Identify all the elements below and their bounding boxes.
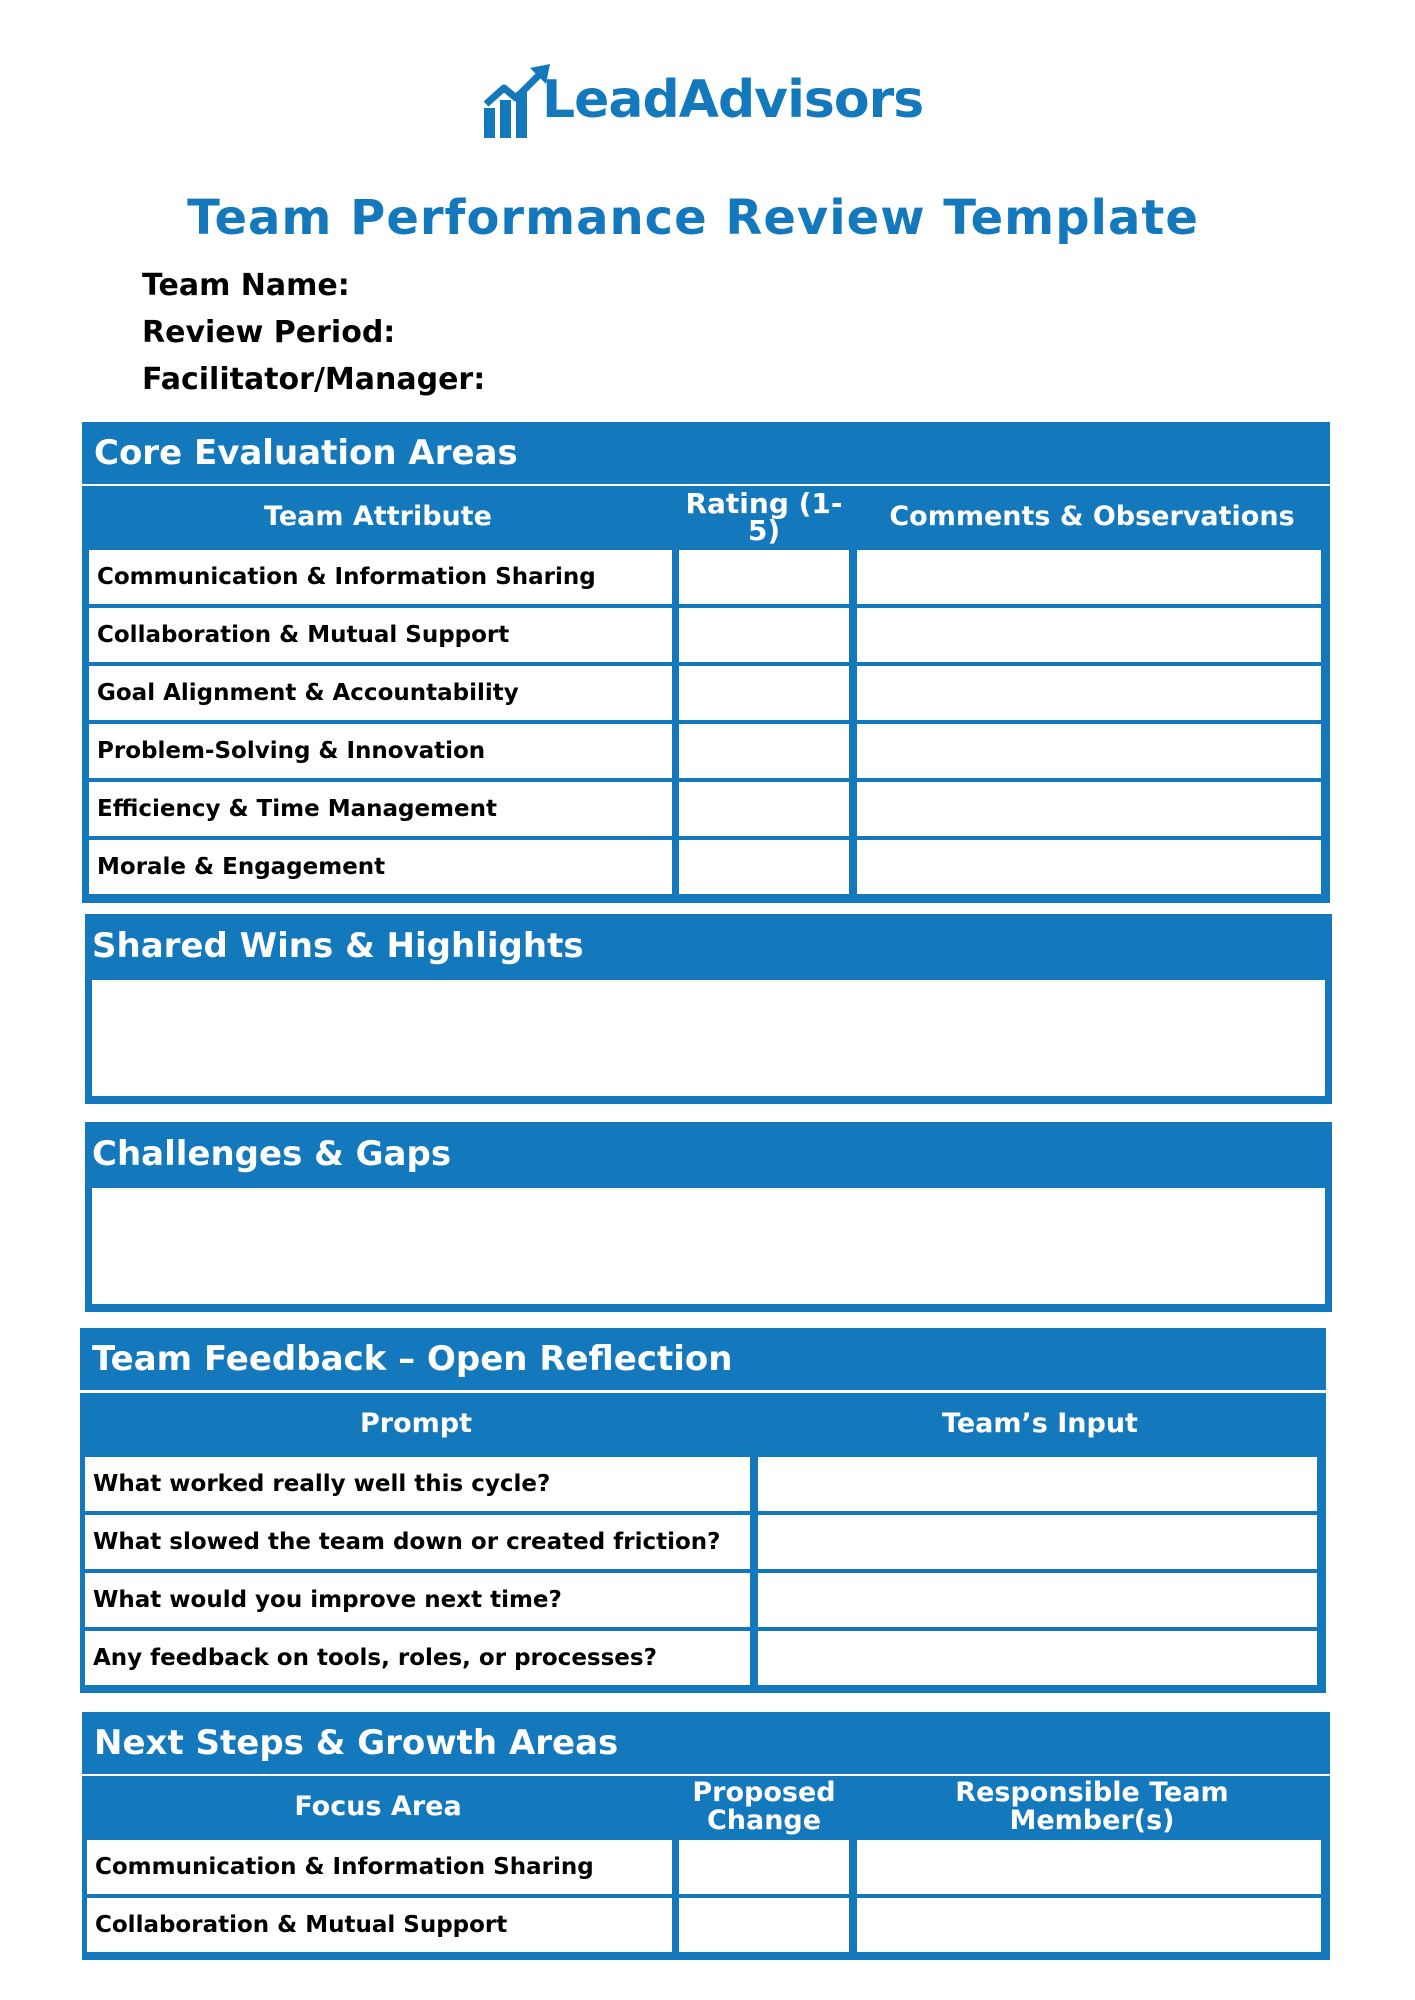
shared-wins-textarea[interactable] [92, 980, 1325, 1096]
rating-cell[interactable] [679, 782, 849, 836]
feedback-section-title: Team Feedback – Open Reflection [92, 1339, 733, 1379]
table-row-label: Collaboration & Mutual Support [89, 608, 672, 662]
challenges-textarea[interactable] [92, 1188, 1325, 1304]
input-cell[interactable] [758, 1573, 1317, 1627]
table-row-label: Collaboration & Mutual Support [87, 1898, 672, 1952]
comment-cell[interactable] [857, 782, 1321, 836]
team-name-label: Team Name: [142, 268, 350, 303]
feedback-table [80, 1393, 1326, 1693]
table-row-label: Communication & Information Sharing [87, 1840, 672, 1894]
header-team-input: Team’s Input [942, 1408, 1138, 1439]
table-row-label: What slowed the team down or created friction? [85, 1515, 750, 1569]
header-prompt: Prompt [359, 1408, 473, 1439]
table-row-label: Morale & Engagement [89, 840, 672, 894]
table-row-label: Communication & Information Sharing [89, 550, 672, 604]
table-row-label: Goal Alignment & Accountability [89, 666, 672, 720]
table-row-label: What worked really well this cycle? [85, 1457, 750, 1511]
comment-cell[interactable] [857, 724, 1321, 778]
feedback-section-header [80, 1328, 1326, 1390]
core-section-title: Core Evaluation Areas [94, 433, 518, 473]
core-section-header [82, 422, 1330, 484]
table-row-label: What would you improve next time? [85, 1573, 750, 1627]
rating-cell[interactable] [679, 608, 849, 662]
next-steps-table [82, 1776, 1330, 1960]
proposed-change-cell[interactable] [679, 1898, 849, 1952]
review-period-label: Review Period: [142, 315, 396, 350]
next-steps-section-header [82, 1712, 1330, 1774]
shared-wins-title: Shared Wins & Highlights [92, 926, 584, 966]
proposed-change-cell[interactable] [679, 1840, 849, 1894]
comment-cell[interactable] [857, 550, 1321, 604]
rating-cell[interactable] [679, 550, 849, 604]
core-evaluation-table [82, 486, 1330, 903]
header-comments: Comments & Observations [889, 501, 1295, 532]
header-focus-area: Focus Area [294, 1791, 462, 1822]
rating-cell[interactable] [679, 840, 849, 894]
brand-name: LeadAdvisors [542, 70, 924, 130]
next-steps-section-title: Next Steps & Growth Areas [94, 1723, 619, 1763]
facilitator-label: Facilitator/Manager: [142, 362, 486, 397]
comment-cell[interactable] [857, 608, 1321, 662]
input-cell[interactable] [758, 1631, 1317, 1685]
comment-cell[interactable] [857, 840, 1321, 894]
header-proposed-change: Proposed Change [692, 1777, 836, 1836]
comment-cell[interactable] [857, 666, 1321, 720]
input-cell[interactable] [758, 1515, 1317, 1569]
shared-wins-header [85, 914, 1332, 978]
page-title: Team Performance Review Template [187, 190, 1199, 246]
brand-logo [482, 64, 942, 144]
challenges-section [85, 1122, 1332, 1312]
table-row-label: Any feedback on tools, roles, or processes? [85, 1631, 750, 1685]
rating-cell[interactable] [679, 724, 849, 778]
responsible-member-cell[interactable] [857, 1898, 1321, 1952]
shared-wins-section [85, 914, 1332, 1104]
input-cell[interactable] [758, 1457, 1317, 1511]
table-row-label: Efficiency & Time Management [89, 782, 672, 836]
header-rating: Rating (1-5) [685, 487, 843, 547]
responsible-member-cell[interactable] [857, 1840, 1321, 1894]
header-responsible-member: Responsible Team Member(s) [955, 1777, 1229, 1836]
challenges-header [85, 1122, 1332, 1186]
header-team-attribute: Team Attribute [264, 501, 492, 532]
challenges-title: Challenges & Gaps [92, 1134, 452, 1174]
table-row-label: Problem-Solving & Innovation [89, 724, 672, 778]
rating-cell[interactable] [679, 666, 849, 720]
